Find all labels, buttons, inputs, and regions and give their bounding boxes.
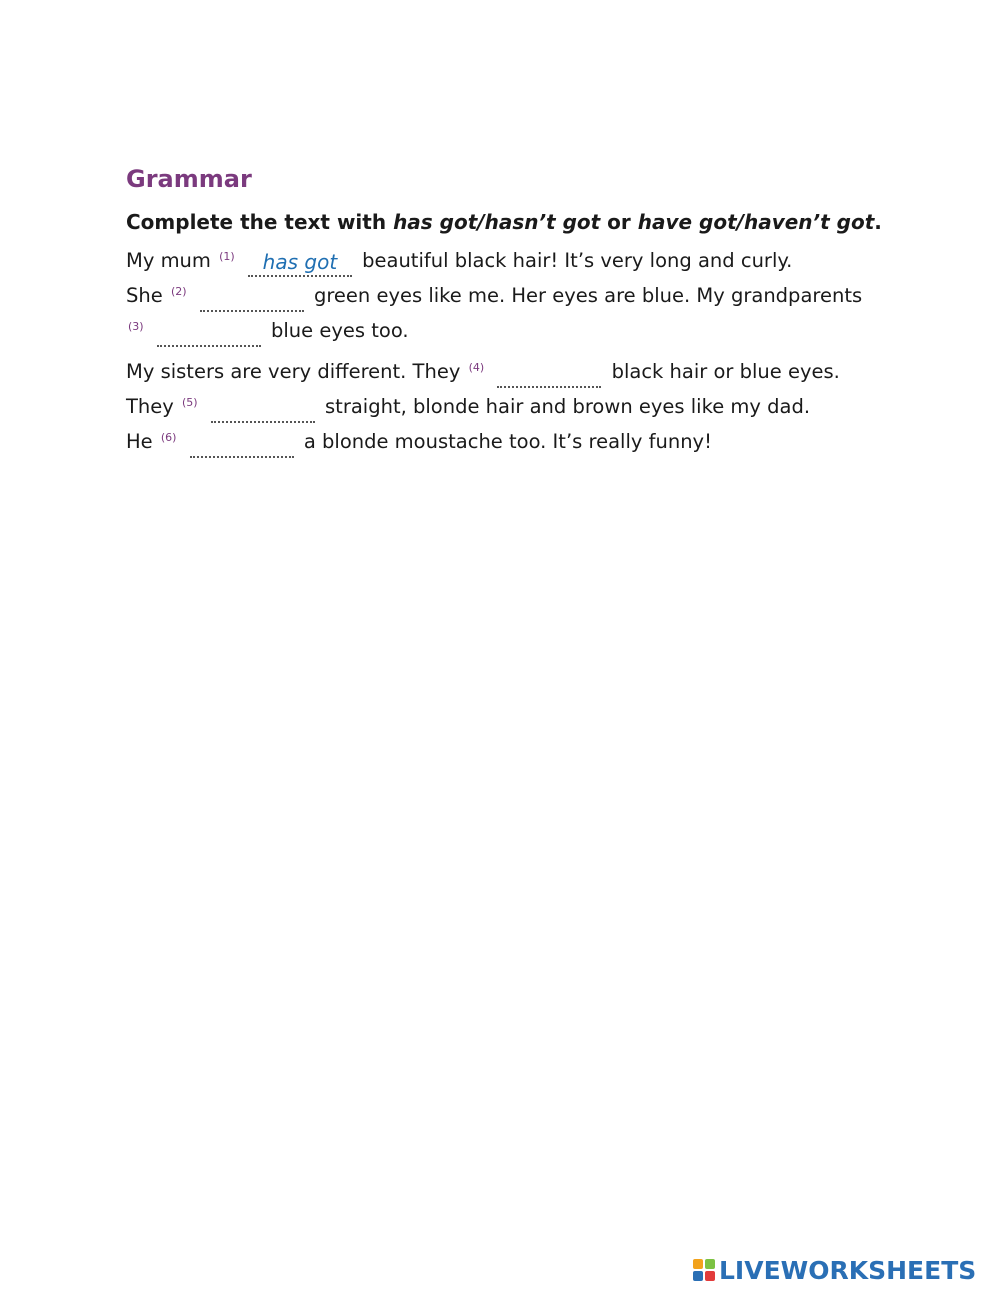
instruction-end: .	[874, 210, 882, 234]
gap-number-4: (4)	[468, 361, 485, 374]
instruction	[126, 208, 926, 236]
text-line-1	[126, 249, 792, 272]
instruction-start: Complete the text with	[126, 210, 394, 234]
text-line-6	[126, 430, 712, 453]
answer-field-6[interactable]	[190, 430, 294, 458]
liveworksheets-logo[interactable]	[693, 1257, 976, 1283]
logo-square	[693, 1259, 703, 1269]
text-line-2	[126, 284, 862, 307]
line-text: black hair or blue eyes.	[611, 360, 840, 383]
gap-number-3: (3)	[128, 320, 144, 333]
answer-field-3[interactable]	[157, 319, 261, 347]
answer-field-1[interactable]	[248, 249, 352, 277]
worksheet	[126, 162, 926, 458]
paragraph-2	[126, 353, 926, 458]
answer-field-4[interactable]	[497, 360, 601, 388]
line-text: straight, blonde hair and brown eyes like my dad.	[325, 395, 811, 418]
line-text: He	[126, 430, 153, 453]
line-text: beautiful black hair! It’s very long and curly.	[362, 249, 793, 272]
line-text: She	[126, 284, 163, 307]
logo-square	[705, 1259, 715, 1269]
section-title: Grammar	[126, 165, 252, 193]
logo-mark-icon	[693, 1259, 715, 1281]
line-text: My sisters are very different. They	[126, 360, 461, 383]
text-line-5	[126, 395, 810, 418]
line-text: a blonde moustache too. It’s really funny!	[303, 430, 712, 453]
gap-number-1: (1)	[219, 250, 235, 263]
logo-square	[705, 1271, 715, 1281]
logo-text: LIVEWORKSHEETS	[719, 1255, 977, 1285]
logo-square	[693, 1271, 703, 1281]
text-line-4	[126, 360, 840, 383]
instruction-middle: or	[600, 210, 638, 234]
gap-number-6: (6)	[160, 431, 177, 444]
line-text: They	[126, 395, 174, 418]
gap-number-2: (2)	[170, 285, 187, 298]
text-line-3	[126, 319, 409, 342]
line-text: blue eyes too.	[271, 319, 409, 342]
line-text: My mum	[126, 249, 211, 272]
line-text: green eyes like me. Her eyes are blue. My grandparents	[313, 284, 863, 307]
answer-field-2[interactable]	[200, 284, 304, 312]
instruction-option-1: has got/hasn’t got	[393, 210, 601, 234]
instruction-option-2: have got/haven’t got	[637, 210, 875, 234]
gap-number-5: (5)	[182, 396, 198, 409]
answer-field-5[interactable]	[211, 395, 315, 423]
paragraph-1	[126, 242, 926, 347]
